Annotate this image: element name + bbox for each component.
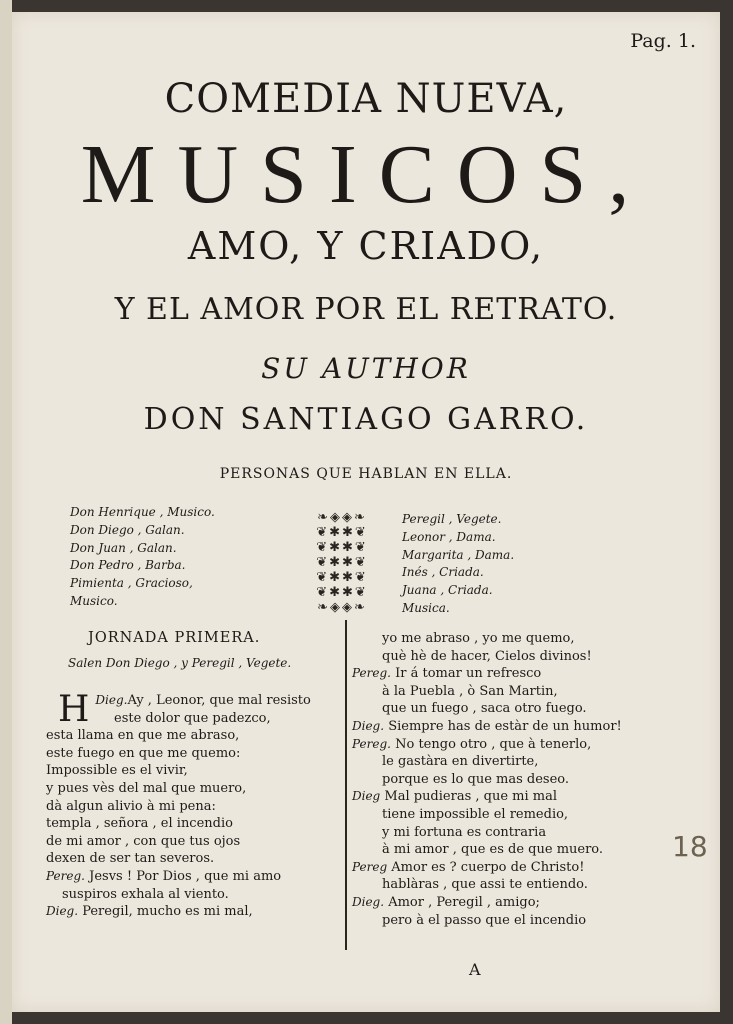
verse-text: à la Puebla , ò San Martin,	[382, 683, 558, 699]
verse-text: No tengo otro , que à tenerlo,	[395, 736, 592, 752]
verse-line	[352, 788, 697, 806]
verse-line	[46, 798, 341, 816]
ornament-border-icon: ❧◈◈❧	[317, 510, 367, 525]
verse-line	[352, 718, 697, 736]
speaker-label: Pereg.	[46, 868, 85, 883]
cast-item: Peregil , Vegete.	[402, 512, 502, 526]
verse-text: de mi amor , con que tus ojos	[46, 833, 241, 849]
cast-item: Leonor , Dama.	[402, 529, 496, 544]
verse-line	[352, 683, 697, 701]
cast-item: Don Henrique , Musico.	[70, 505, 215, 519]
verse-line	[352, 700, 697, 718]
verse-text: esta llama en que me abraso,	[46, 728, 240, 744]
book-spine	[0, 0, 12, 1024]
speaker-label: Dieg.	[352, 718, 385, 733]
title-line-1: COMEDIA NUEVA,	[164, 76, 568, 122]
verse-text: templa , señora , el incendio	[46, 816, 233, 832]
catchword: A	[469, 960, 481, 979]
verse-line	[352, 648, 697, 666]
cast-item: Pimienta , Gracioso,	[70, 576, 193, 591]
verse-text: porque es lo que mas deseo.	[382, 771, 570, 787]
verse-line	[46, 727, 341, 745]
ornament-stars-icon: ❦✱✱❦	[316, 585, 368, 600]
verse-line	[46, 886, 341, 904]
cast-item: Don Pedro , Barba.	[70, 558, 186, 573]
verse-line	[352, 771, 697, 789]
verse-text: Impossible es el vivir,	[46, 763, 188, 779]
verse-line	[46, 833, 341, 851]
verse-text: este dolor que padezco,	[114, 710, 271, 726]
verse-text: què hè de hacer, Cielos divinos!	[382, 648, 592, 664]
title-line-3: AMO, Y CRIADO,	[187, 224, 545, 268]
speaker-label: Dieg.	[352, 894, 385, 909]
jornada-heading: JORNADA PRIMERA.	[88, 630, 261, 646]
title-line-5: SU AUTHOR	[261, 352, 471, 385]
cast-list-right	[402, 511, 514, 618]
ornament-stars-icon: ❦✱✱❦	[316, 525, 368, 540]
verse-line	[46, 903, 341, 921]
verse-text: Mal pudieras , que mi mal	[384, 789, 558, 805]
verse-text: Amor es ? cuerpo de Christo!	[391, 859, 585, 875]
verse-line	[352, 753, 697, 771]
verse-line	[46, 780, 341, 798]
verse-text: que un fuego , saca otro fuego.	[382, 701, 587, 717]
verse-line	[46, 762, 341, 780]
speaker-label: Dieg.	[95, 693, 128, 707]
printer-ornament	[310, 510, 374, 614]
verse-line	[352, 665, 697, 683]
verse-line	[46, 745, 341, 763]
verse-text: Ir á tomar un refresco	[395, 666, 542, 682]
verse-line	[352, 806, 697, 824]
left-column	[46, 630, 341, 921]
verse-text: dà algun alivio à mi pena:	[46, 798, 216, 814]
column-divider	[345, 620, 347, 950]
verse-line	[46, 815, 341, 833]
verse-text: dexen de ser tan severos.	[46, 851, 215, 867]
verse-text: yo me abraso , yo me quemo,	[382, 631, 575, 646]
verse-line	[46, 710, 341, 728]
verse-text: tiene impossible el remedio,	[382, 806, 569, 822]
cast-item: Musico.	[70, 593, 118, 608]
ornament-border-icon: ❧◈◈❧	[317, 600, 367, 615]
page-number: Pag. 1.	[630, 30, 696, 52]
stage-direction: Salen Don Diego , y Peregil , Vegete.	[68, 656, 292, 670]
speaker-label: Pereg.	[352, 736, 391, 751]
verse-text: Siempre has de estàr de un humor!	[388, 718, 622, 734]
book-page	[12, 12, 720, 1012]
verse-text: à mi amor , que es de que muero.	[382, 842, 604, 858]
ornament-stars-icon: ❦✱✱❦	[316, 570, 368, 585]
drop-cap: H	[58, 689, 90, 730]
verse-text: pero à el passo que el incendio	[382, 912, 587, 928]
cast-item: Musica.	[402, 600, 450, 615]
title-line-4: Y EL AMOR POR EL RETRATO.	[114, 292, 618, 327]
verse-text: suspiros exhala al viento.	[62, 886, 229, 902]
cast-list-left	[70, 504, 215, 611]
verse-line	[352, 912, 697, 930]
speaker-label: Dieg.	[46, 904, 79, 919]
verse-line	[352, 841, 697, 859]
verse-text: Jesvs ! Por Dios , que mi amo	[89, 868, 282, 884]
cast-item: Don Diego , Galan.	[70, 522, 185, 537]
title-line-2: MUSICOS,	[80, 128, 652, 221]
verse-line	[352, 876, 697, 894]
verse-text: Ay , Leonor, que mal resisto	[127, 693, 311, 708]
speaker-label: Dieg	[352, 789, 381, 804]
verse-line	[46, 850, 341, 868]
title-line-6: DON SANTIAGO GARRO.	[143, 402, 589, 437]
cast-item: Juana , Criada.	[402, 583, 493, 598]
speaker-label: Pereg.	[352, 666, 391, 681]
right-column	[352, 630, 697, 929]
personas-heading: PERSONAS QUE HABLAN EN ELLA.	[219, 466, 513, 482]
cast-item: Margarita , Dama.	[402, 547, 515, 562]
verse-line	[352, 894, 697, 912]
verse-text: este fuego en que me quemo:	[46, 745, 241, 761]
cast-item: Inés , Criada.	[402, 565, 484, 580]
verse-line	[352, 859, 697, 877]
ornament-stars-icon: ❦✱✱❦	[316, 555, 368, 570]
verse-line	[46, 868, 341, 886]
verse-text: y mi fortuna es contraria	[382, 824, 547, 840]
verse-line	[352, 824, 697, 842]
verse-line	[352, 736, 697, 754]
verse-text: y pues vès del mal que muero,	[46, 780, 247, 796]
cast-item: Don Juan , Galan.	[70, 540, 177, 555]
verse-text: Peregil, mucho es mi mal,	[82, 904, 253, 920]
ornament-stars-icon: ❦✱✱❦	[316, 540, 368, 555]
verse-line	[352, 630, 697, 648]
verse-text: le gastàra en divertirte,	[382, 754, 539, 770]
speaker-label: Pereg	[352, 859, 388, 874]
verse-text: hablàras , que assi te entiendo.	[382, 877, 588, 893]
handwritten-note: 18	[672, 830, 708, 863]
verse-text: Amor , Peregil , amigo;	[388, 894, 540, 910]
